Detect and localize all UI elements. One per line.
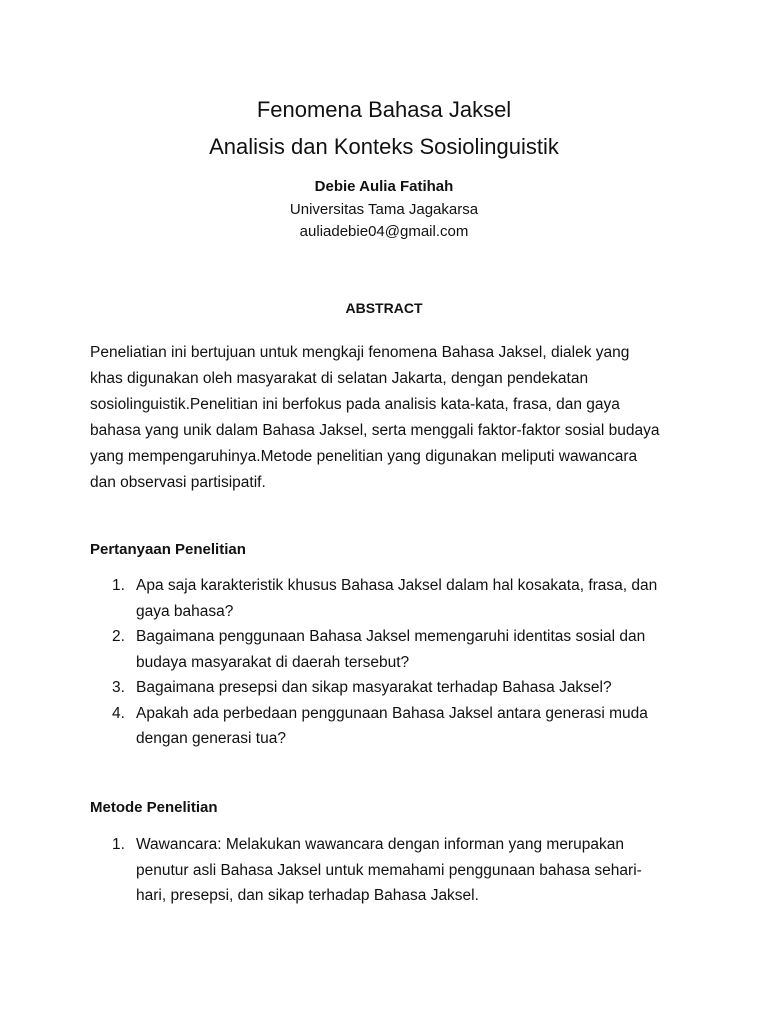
list-item-line: Wawancara: Melakukan wawancara dengan informan yang merupakan xyxy=(136,836,624,853)
abstract-line: yang mempengaruhinya.Metode penelitian yang digunakan meliputi wawancara xyxy=(90,448,638,465)
research-questions-list xyxy=(90,573,690,752)
list-item xyxy=(90,624,690,675)
abstract-line: khas digunakan oleh masyarakat di selatan Jakarta, dengan pendekatan xyxy=(90,370,589,387)
paper-title-line-2: Analisis dan Konteks Sosiolinguistik xyxy=(209,134,559,159)
abstract-line: dan observasi partisipatif. xyxy=(90,474,266,491)
list-item-text xyxy=(136,573,690,624)
list-item-line: Apakah ada perbedaan penggunaan Bahasa Jaksel antara generasi muda xyxy=(136,704,648,722)
author-affiliation: Universitas Tama Jagakarsa xyxy=(289,201,479,218)
list-item-line: dengan generasi tua? xyxy=(136,730,286,747)
list-item-line: Bagaimana penggunaan Bahasa Jaksel memengaruhi identitas sosial dan xyxy=(136,628,646,645)
abstract-line: Peneliatian ini bertujuan untuk mengkaji fenomena Bahasa Jaksel, dialek yang xyxy=(90,344,630,361)
list-item-text xyxy=(136,624,690,675)
list-item xyxy=(90,832,690,909)
list-item-number: 1. xyxy=(112,577,125,594)
methods-list xyxy=(90,832,690,909)
list-item-line: penutur asli Bahasa Jaksel untuk memahami penggunaan bahasa sehari- xyxy=(136,861,642,879)
abstract-heading: ABSTRACT xyxy=(345,300,423,316)
section-heading-pertanyaan: Pertanyaan Penelitian xyxy=(90,541,246,558)
list-item xyxy=(90,675,690,701)
list-item-number: 3. xyxy=(112,679,125,696)
list-item-line: budaya masyarakat di daerah tersebut? xyxy=(136,653,410,671)
list-item-number: 1. xyxy=(112,836,125,853)
list-item-line: Apa saja karakteristik khusus Bahasa Jaksel dalam hal kosakata, frasa, dan xyxy=(136,577,658,594)
section-heading-metode: Metode Penelitian xyxy=(90,799,218,816)
paper-title-line-1: Fenomena Bahasa Jaksel xyxy=(256,97,512,122)
abstract-line: bahasa yang unik dalam Bahasa Jaksel, serta menggali faktor-faktor sosial budaya xyxy=(90,422,660,439)
list-item-text xyxy=(136,675,690,701)
author-name: Debie Aulia Fatihah xyxy=(314,178,454,195)
list-item-line: hari, presepsi, dan sikap terhadap Bahasa Jaksel. xyxy=(136,887,479,904)
list-item-line: Bagaimana presepsi dan sikap masyarakat terhadap Bahasa Jaksel? xyxy=(136,679,612,696)
list-item-line: gaya bahasa? xyxy=(136,602,234,620)
abstract-body xyxy=(90,340,680,496)
abstract-line: sosiolinguistik.Penelitian ini berfokus pada analisis kata-kata, frasa, dan gaya xyxy=(90,396,620,413)
author-email: auliadebie04@gmail.com xyxy=(299,223,469,240)
list-item-number: 4. xyxy=(112,704,125,722)
list-item-text xyxy=(136,701,690,752)
list-item-number: 2. xyxy=(112,628,125,645)
list-item-text xyxy=(136,832,690,909)
list-item xyxy=(90,701,690,752)
list-item xyxy=(90,573,690,624)
